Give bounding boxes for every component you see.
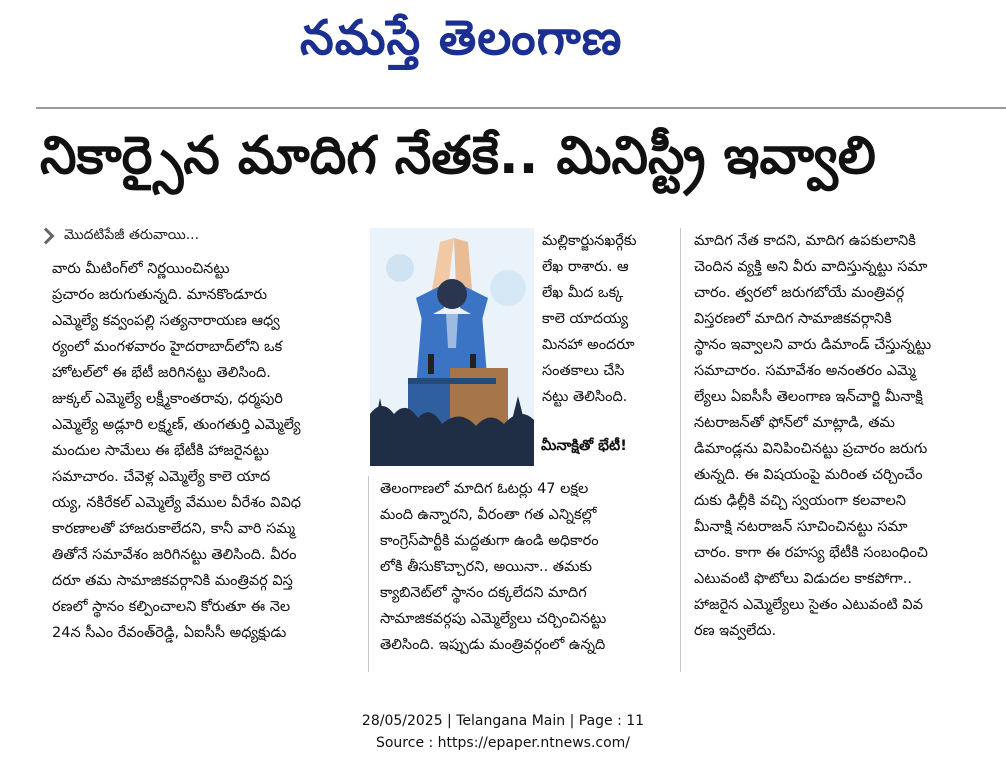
masthead-logo: నమస్తే తెలంగాణ xyxy=(300,10,623,66)
column2b-line: మంది ఉన్నారని, వీరంతా గత ఎన్నికల్లో xyxy=(380,507,597,523)
chevron-right-icon xyxy=(38,228,55,245)
column3-line: తున్నది. ఈ విషయంపై మరింత చర్చించేం xyxy=(694,467,923,483)
column2-line: నట్టు తెలిసింది. xyxy=(542,389,628,405)
column2-line: కాలె యాదయ్య xyxy=(542,311,629,327)
article-column-3 xyxy=(694,228,984,644)
column1-line: య్య, నకిరేకల్ ఎమ్మెల్యే వేముల వీరేశం వివిధ xyxy=(52,495,301,511)
column-divider xyxy=(680,228,681,672)
column3-line: సమాచారం. సమావేశం అనంతరం ఎమ్మె xyxy=(694,363,916,379)
continued-from-label: మొదటిపేజీ తరువాయి... xyxy=(64,226,200,243)
column3-line: చారం. కాగా ఈ రహస్య భేటీకి సంబంధించి xyxy=(694,545,928,561)
column1-line: కారణాలతో హాజరుకాలేదని, కానీ వారి సమ్మ xyxy=(52,521,296,537)
column1-line: సమాచారం. చేవెళ్ల ఎమ్మెల్యే కాలె యాద xyxy=(52,469,271,485)
article-column-2-bottom xyxy=(380,476,664,658)
column3-line: మీనాక్షి నటరాజన్ సూచించినట్టు సమా xyxy=(694,519,908,535)
header-rule xyxy=(36,107,1006,109)
column1-line: ఎమ్మెల్యే కవ్వంపల్లి సత్యనారాయణ ఆధ్వ xyxy=(52,313,280,329)
illustration-svg xyxy=(370,228,534,466)
column3-line: విస్తరణలో మాదిగ సామాజికవర్గానికి xyxy=(694,311,892,327)
column-divider xyxy=(368,476,369,672)
column2b-line: లోకి తీసుకొచ్చారని, అయినా.. తమకు xyxy=(380,559,592,575)
footer-edition-info: 28/05/2025 | Telangana Main | Page : 11 xyxy=(361,713,645,729)
column3-line: డిమాండ్లను వినిపించినట్టు ప్రచారం జరుగు xyxy=(694,441,928,457)
column1-line: ఎమ్మెల్యే అడ్లూరి లక్ష్మణ్, తుంగతుర్తి ఎమ్మెల్యే xyxy=(52,417,301,433)
column1-line: హోటల్‌లో ఈ భేటీ జరిగినట్టు తెలిసింది. xyxy=(52,365,271,381)
footer-source: Source : https://epaper.ntnews.com/ xyxy=(375,735,631,751)
article-column-2-top xyxy=(542,228,664,410)
column3-line: చారం. త్వరలో జరుగబోయే మంత్రివర్గ xyxy=(694,285,905,301)
column1-line: జుక్కల్ ఎమ్మెల్యే లక్ష్మీకాంతరావు, ధర్మపురి xyxy=(52,391,283,407)
column2-line: మల్లికార్జునఖర్గేకు xyxy=(542,233,637,249)
column3-line: చెందిన వ్యక్తి అని వీరు వాదిస్తున్నట్టు సమా xyxy=(694,259,928,275)
headline: నికార్సైన మాదిగ నేతకే.. మినిస్ట్రీ ఇవ్వాలి xyxy=(40,126,876,186)
column2b-line: కాంగ్రెస్‌పార్టీకి మద్దతుగా ఉండి అధికారం xyxy=(380,533,599,549)
column1-line: రణలో స్థానం కల్పించాలని కోరుతూ ఈ నెల xyxy=(52,599,291,615)
column1-line: వారు మీటింగ్‌లో నిర్ణయించినట్టు xyxy=(52,261,230,277)
column2-line: లేఖ రాశారు. ఆ xyxy=(542,259,629,275)
column2-line: లేఖ మీద ఒక్క xyxy=(542,285,624,301)
column1-line: ర్యంలో మంగళవారం హైదరాబాద్‌లోని ఒక xyxy=(52,339,283,355)
column3-line: ఎటువంటి ఫొటోలు విడుదల కాకపోగా.. xyxy=(694,571,912,587)
column1-line: 24న సీఎం రేవంత్‌రెడ్డి, ఏఐసీసీ అధ్యక్షుడు xyxy=(52,625,287,641)
column1-line: ప్రచారం జరుగుతున్నది. మానకొండూరు xyxy=(52,287,268,303)
column2-line: సంతకాలు చేసి xyxy=(542,363,625,379)
column1-line: దరూ తమ సామాజికవర్గానికి మంత్రివర్గ విస్త xyxy=(52,573,293,589)
column3-line: హాజరైన ఎమ్మెల్యేలు సైతం ఎటువంటి వివ xyxy=(694,597,923,613)
column3-line: స్థానం ఇవ్వాలని వారు డిమాండ్ చేస్తున్నట్టు xyxy=(694,337,932,353)
column1-line: మందుల సామేలు ఈ భేటీకి హాజరైనట్టు xyxy=(52,443,269,459)
column3-line: దుకు ఢిల్లీకి వచ్చి స్వయంగా కలవాలని xyxy=(694,493,906,509)
article-column-1 xyxy=(52,256,354,646)
column2b-line: తెలిసింది. ఇప్పుడు మంత్రివర్గంలో ఉన్నది xyxy=(380,637,606,653)
column1-line: తితోనే సమావేశం జరిగినట్టు తెలిసింది. వీరం xyxy=(52,547,297,563)
subheading: మీనాక్షితో భేటీ! xyxy=(541,438,627,454)
column3-line: మాదిగ నేత కాదని, మాదిగ ఉపకులానికి xyxy=(694,233,916,249)
column2-line: మినహా అందరూ xyxy=(542,337,635,353)
column2b-line: సామాజికవర్గపు ఎమ్మెల్యేలు చర్చించినట్టు xyxy=(380,611,607,627)
column2b-line: తెలంగాణలో మాదిగ ఓటర్లు 47 లక్షల xyxy=(380,481,589,497)
column2b-line: క్యాబినెట్‌లో స్థానం దక్కలేదని మాదిగ xyxy=(380,585,587,601)
continued-from xyxy=(40,226,340,246)
column3-line: నటరాజన్‌తో ఫోన్‌లో మాట్లాడి, తమ xyxy=(694,415,895,431)
article-illustration xyxy=(370,228,534,466)
column3-line: ల్యేలు ఏఐసీసీ తెలంగాణ ఇన్‌చార్జి మీనాక్షి xyxy=(694,389,923,405)
column3-line: రణ ఇవ్వలేదు. xyxy=(694,623,777,639)
